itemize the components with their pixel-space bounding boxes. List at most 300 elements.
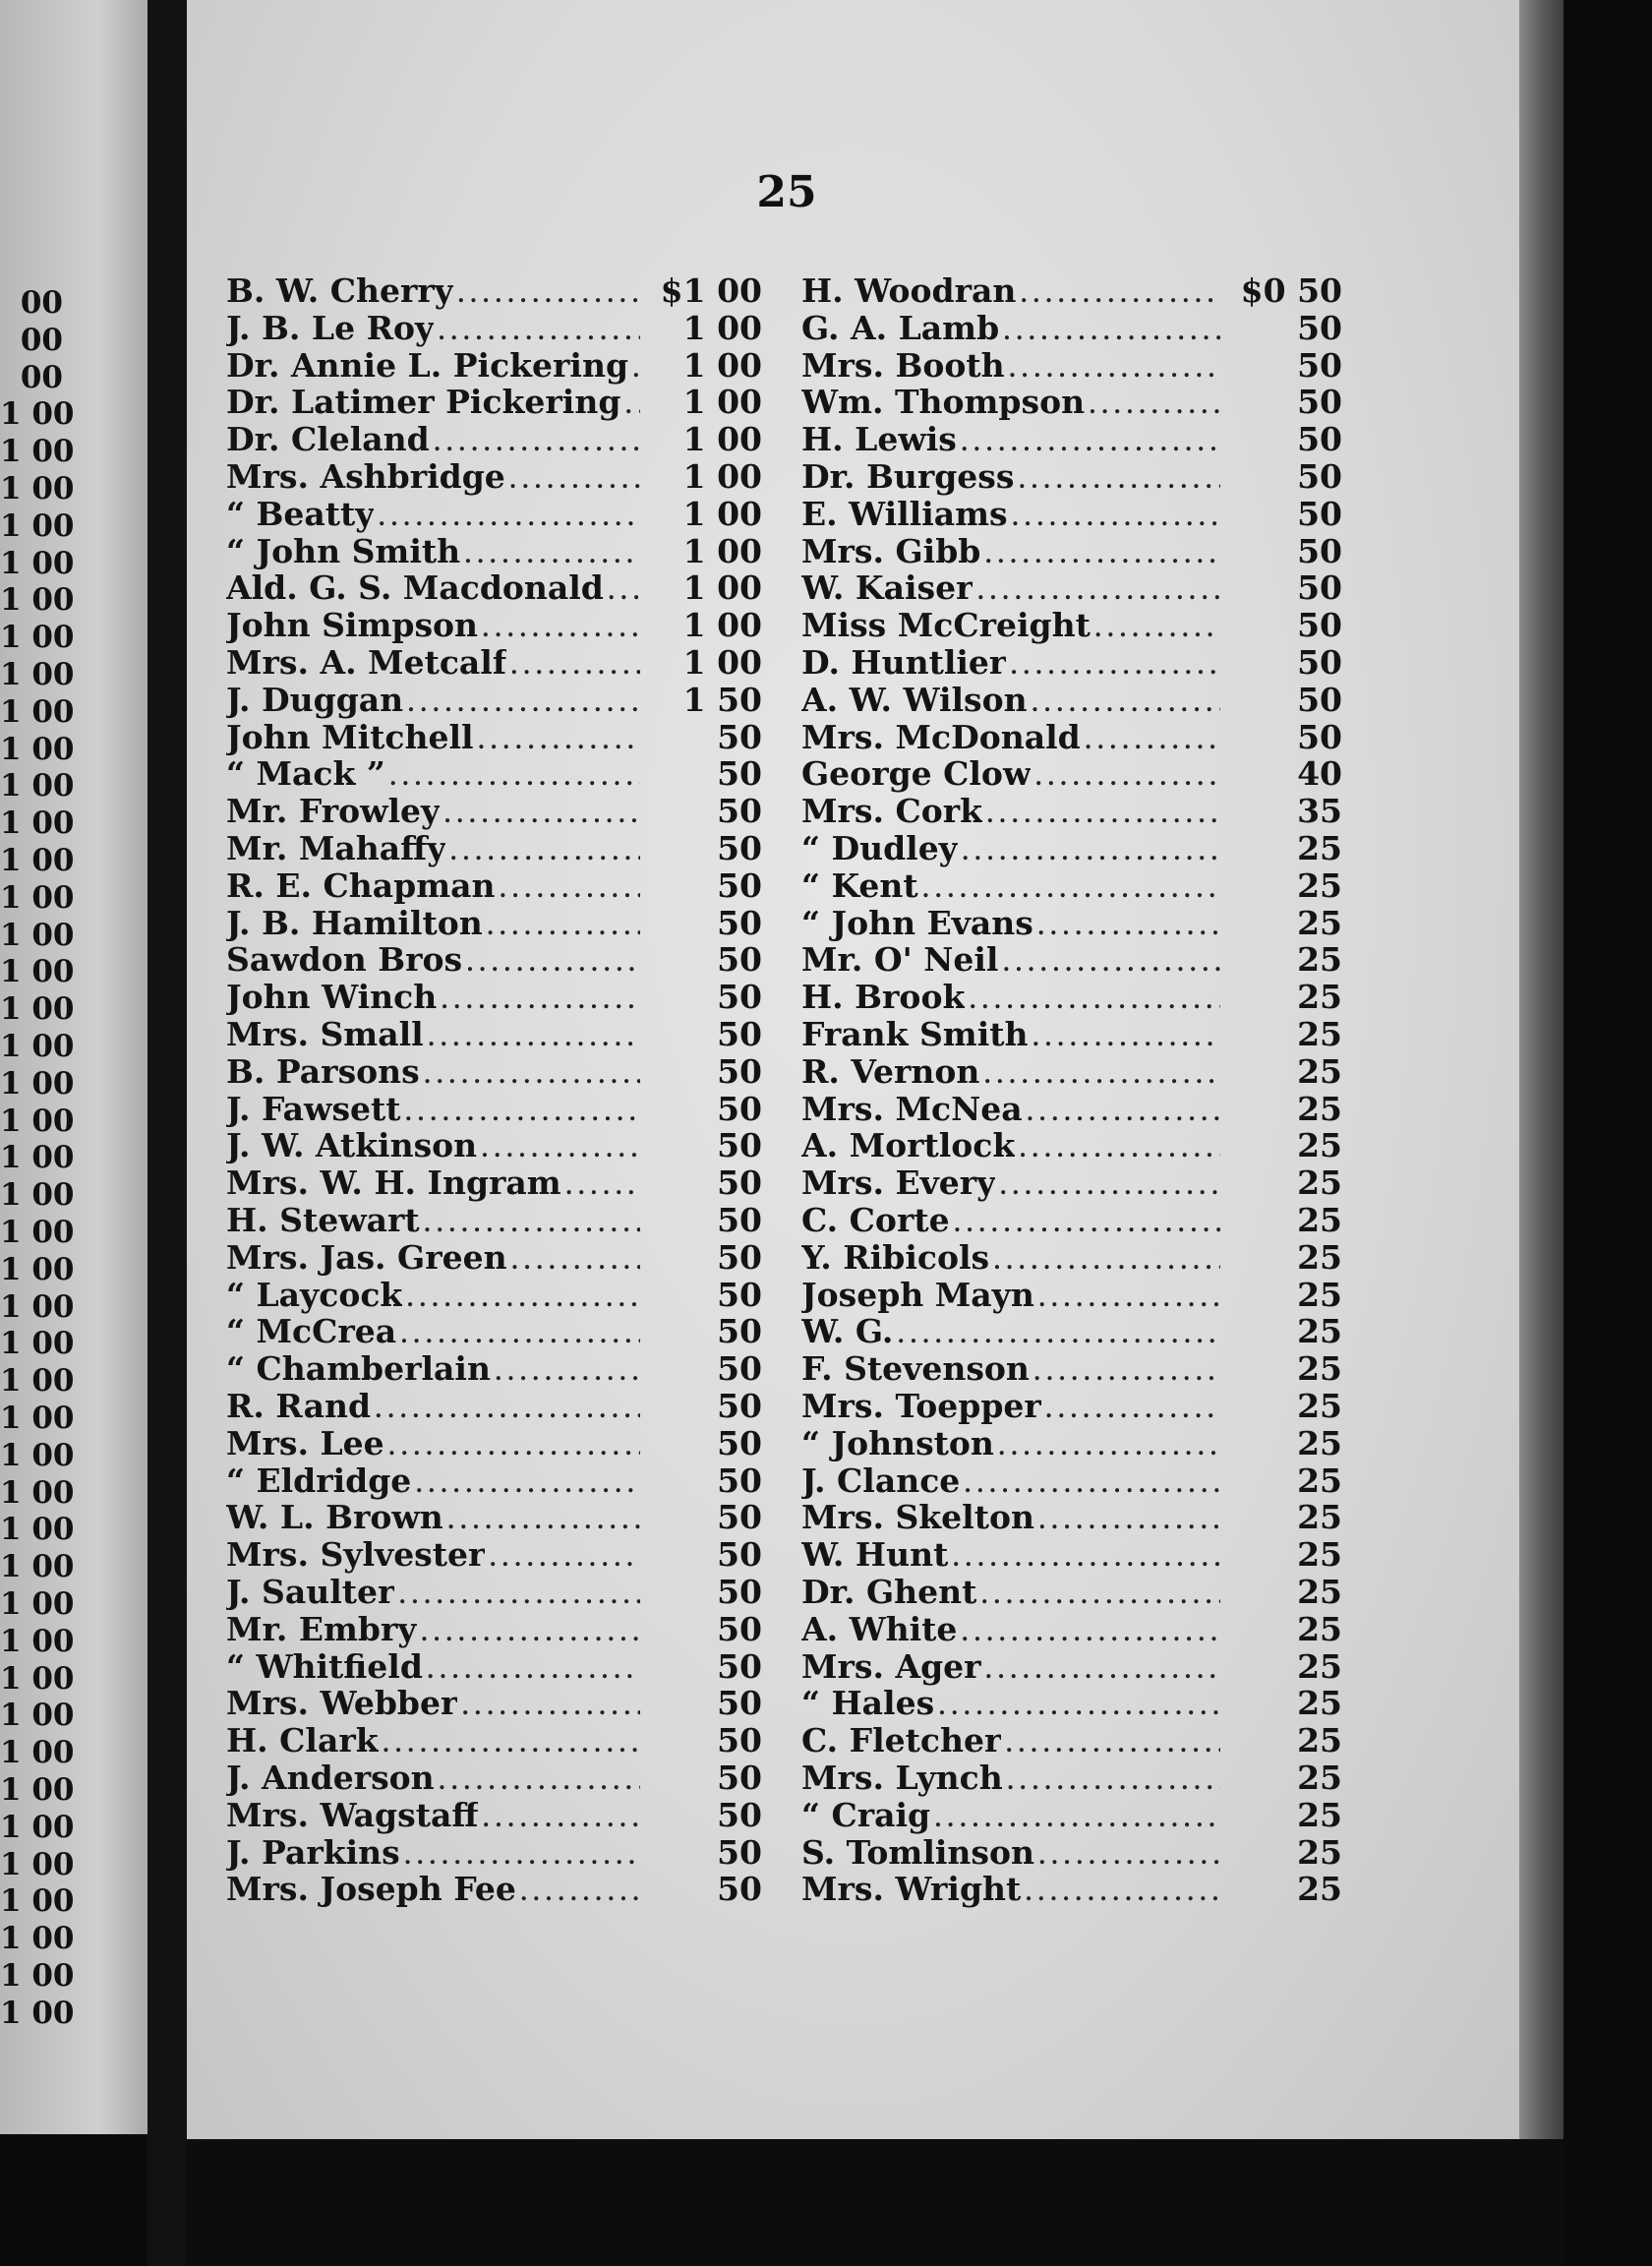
subscriber-row (226, 1052, 796, 1090)
subscription-amount: 50 (717, 1015, 762, 1053)
left-page-amount: 1 00 (0, 1437, 75, 1473)
subscriber-row (801, 457, 1529, 495)
left-page-amount: 1 00 (0, 1363, 75, 1400)
leader-dots (1009, 357, 1220, 383)
subscription-amount: 50 (717, 1498, 762, 1537)
subscription-amount: 25 (1297, 978, 1342, 1017)
leader-dots (388, 1435, 640, 1461)
subscriber-row (226, 1163, 796, 1201)
left-page-amount: 1 00 (0, 1586, 75, 1622)
leader-dots (632, 357, 640, 383)
subscription-amount: 1 00 (682, 308, 762, 347)
leader-dots (478, 729, 640, 754)
subscriber-row (226, 346, 796, 384)
subscriber-name: A. Mortlock (801, 1126, 1016, 1165)
subscriber-name: Mr. Embry (226, 1609, 417, 1648)
subscription-amount: 25 (1297, 1573, 1342, 1611)
subscription-amount: 50 (717, 754, 762, 794)
subscriber-row (226, 754, 796, 792)
subscriber-row (801, 271, 1529, 309)
left-page-amount: 1 00 (0, 1140, 75, 1176)
leader-dots (897, 1323, 1220, 1348)
left-page-amount: 1 00 (0, 1846, 75, 1882)
left-page-amount: 1 00 (0, 991, 75, 1028)
subscriber-row (801, 1498, 1529, 1535)
leader-dots (624, 393, 640, 419)
subscriber-name: E. Williams (801, 494, 1008, 533)
subscriber-name: Mrs. W. H. Ingram (226, 1163, 561, 1203)
leader-dots (481, 1137, 640, 1163)
subscriber-name: Miss McCreight (801, 606, 1091, 645)
subscriber-row (801, 309, 1529, 346)
subscription-amount: 50 (1297, 606, 1342, 645)
leader-dots (495, 1360, 640, 1386)
subscriber-row (226, 1015, 796, 1052)
leader-dots (383, 1732, 640, 1758)
subscriber-name: H. Brook (801, 978, 966, 1017)
subscriber-name: “ Beatty (226, 494, 375, 533)
leader-dots (1003, 320, 1220, 345)
subscription-amount: 50 (717, 1684, 762, 1723)
subscriber-row (801, 792, 1529, 829)
subscriber-row (801, 829, 1529, 866)
subscriber-row (801, 1276, 1529, 1313)
subscriber-name: Mrs. Wright (801, 1870, 1022, 1909)
leader-dots (954, 1212, 1220, 1237)
subscription-amount: 25 (1297, 1423, 1342, 1462)
leader-dots (922, 877, 1220, 903)
subscriber-name: “ John Smith (226, 531, 461, 570)
left-page-amount: 1 00 (0, 1623, 75, 1659)
subscription-amount: 50 (717, 1051, 762, 1091)
leader-dots (1038, 1509, 1220, 1534)
subscriber-row (801, 1015, 1529, 1052)
leader-dots (405, 1101, 640, 1126)
left-page-amount: 1 00 (0, 917, 75, 953)
leader-dots (424, 1212, 640, 1237)
subscriber-row (801, 1201, 1529, 1238)
subscriber-row (226, 271, 796, 309)
left-page-amount: 1 00 (0, 582, 75, 619)
subscription-amount: 25 (1297, 940, 1342, 980)
subscriber-row (801, 1387, 1529, 1424)
left-page-amount: 1 00 (0, 507, 75, 544)
subscriber-name: Mrs. Lynch (801, 1759, 1003, 1797)
subscriber-name: H. Clark (226, 1721, 379, 1760)
left-page-amount: 00 (20, 359, 63, 395)
subscriber-name: “ Mack ” (226, 754, 385, 794)
subscriber-row (226, 1870, 796, 1907)
subscriber-row (801, 1163, 1529, 1201)
subscriber-row (801, 1126, 1529, 1163)
subscription-amount: 25 (1297, 1535, 1342, 1575)
leader-dots (962, 840, 1220, 865)
leader-dots (976, 579, 1220, 605)
subscriber-row (226, 1721, 796, 1759)
subscriber-name: Dr. Latimer Pickering (226, 383, 621, 422)
leader-dots (986, 803, 1220, 828)
subscriber-row (226, 1573, 796, 1610)
subscriber-row (226, 457, 796, 495)
book-gutter (148, 0, 192, 2266)
subscription-amount: 50 (717, 865, 762, 905)
subscription-amount: 25 (1297, 1609, 1342, 1648)
subscriber-row (226, 940, 796, 978)
subscription-amount: 25 (1297, 1684, 1342, 1723)
subscriber-name: Mrs. Jas. Green (226, 1237, 507, 1277)
subscriber-row (226, 1312, 796, 1349)
left-page-amount: 1 00 (0, 805, 75, 842)
subscriber-name: R. E. Chapman (226, 865, 496, 905)
subscriber-row (801, 1684, 1529, 1721)
subscriber-row (801, 940, 1529, 978)
subscription-amount: 25 (1297, 829, 1342, 867)
leader-dots (489, 1546, 640, 1572)
subscriber-name: J. Parkins (226, 1832, 400, 1872)
subscription-amount: 50 (1297, 345, 1342, 385)
subscription-amount: 50 (1297, 643, 1342, 682)
leader-dots (934, 1807, 1220, 1832)
subscriber-row (801, 1610, 1529, 1647)
left-page-amount: 1 00 (0, 1735, 75, 1771)
left-page-amount: 1 00 (0, 1474, 75, 1511)
subscription-amount: 50 (717, 1832, 762, 1872)
leader-dots (1033, 1360, 1220, 1386)
subscription-amount: 25 (1297, 1163, 1342, 1203)
left-page-amount: 1 00 (0, 1809, 75, 1845)
subscriber-row (801, 1833, 1529, 1871)
leader-dots (443, 803, 640, 828)
subscriber-name: C. Fletcher (801, 1721, 1002, 1760)
subscriber-row (801, 1090, 1529, 1127)
subscription-amount: 50 (717, 1535, 762, 1575)
subscription-amount: 40 (1297, 754, 1342, 794)
left-page-amount: 1 00 (0, 1958, 75, 1994)
leader-dots (511, 1249, 640, 1275)
leader-dots (520, 1880, 640, 1906)
leader-dots (1037, 915, 1220, 940)
subscriber-name: J. Fawsett (226, 1089, 401, 1128)
leader-dots (969, 988, 1220, 1014)
left-page-amount: 1 00 (0, 471, 75, 507)
subscription-amount: 50 (717, 1275, 762, 1314)
subscriber-name: Mrs. Toepper (801, 1387, 1041, 1425)
subscription-amount: 50 (1297, 717, 1342, 756)
leader-dots (1032, 1026, 1220, 1051)
leader-dots (421, 1621, 640, 1646)
subscriber-row (801, 532, 1529, 569)
subscriber-name: B. Parsons (226, 1051, 420, 1091)
subscription-amount: 1 00 (682, 606, 762, 645)
subscription-amount: 50 (717, 1870, 762, 1909)
subscription-amount: 50 (1297, 680, 1342, 719)
subscriber-name: Mrs. Gibb (801, 531, 981, 570)
leader-dots (985, 1658, 1220, 1684)
subscription-amount: 1 00 (682, 457, 762, 496)
subscriber-name: “ Johnston (801, 1423, 994, 1462)
subscriber-row (801, 643, 1529, 681)
left-page-amount: 1 00 (0, 1065, 75, 1102)
subscriber-name: R. Rand (226, 1387, 372, 1425)
subscriber-name: J. B. Hamilton (226, 903, 483, 942)
subscription-amount: 50 (717, 1237, 762, 1277)
subscriber-name: John Mitchell (226, 717, 474, 756)
subscription-amount: 50 (717, 1349, 762, 1389)
subscription-amount: 50 (1297, 531, 1342, 570)
subscriber-name: S. Tomlinson (801, 1832, 1034, 1872)
subscription-amount: 50 (717, 903, 762, 942)
left-page-amount: 00 (20, 322, 63, 358)
subscription-amount: 25 (1297, 1870, 1342, 1909)
leader-dots (441, 988, 640, 1014)
subscriber-name: F. Stevenson (801, 1349, 1030, 1389)
leader-dots (1045, 1398, 1220, 1423)
subscription-amount: 25 (1297, 1461, 1342, 1500)
subscriber-name: “ McCrea (226, 1312, 397, 1351)
subscriber-row (226, 643, 796, 681)
left-page-amount: 1 00 (0, 657, 75, 692)
subscription-amount: 25 (1297, 1349, 1342, 1389)
subscription-amount: 50 (717, 1721, 762, 1760)
left-page-amount: 1 00 (0, 843, 75, 878)
subscriber-name: John Simpson (226, 606, 479, 645)
leader-dots (1038, 1844, 1220, 1870)
subscriber-name: Mrs. Ashbridge (226, 457, 505, 496)
subscription-amount: 1 00 (682, 494, 762, 533)
subscriber-name: Mrs. Small (226, 1015, 424, 1053)
subscriber-name: G. A. Lamb (801, 308, 1000, 347)
subscriber-row (226, 383, 796, 420)
subscriber-name: Dr. Cleland (226, 420, 430, 459)
subscriber-name: Mrs. A. Metcalf (226, 643, 507, 682)
left-page-amount: 1 00 (0, 1512, 75, 1548)
subscriber-name: J. B. Le Roy (226, 308, 435, 347)
subscription-amount: 25 (1297, 1646, 1342, 1686)
subscriber-name: “ Eldridge (226, 1461, 412, 1500)
leader-dots (1089, 393, 1220, 419)
subscriber-name: Y. Ribicols (801, 1237, 990, 1277)
subscription-amount: 50 (717, 940, 762, 980)
subscriber-row (226, 1201, 796, 1238)
subscriber-row (801, 681, 1529, 718)
subscriber-name: Mrs. Ager (801, 1646, 981, 1686)
leader-dots (961, 431, 1220, 456)
leader-dots (1085, 729, 1220, 754)
subscription-amount: 50 (1297, 308, 1342, 347)
book-bottom-edge (187, 2139, 1564, 2266)
leader-dots (407, 691, 640, 717)
leader-dots (415, 1472, 640, 1498)
subscriber-row (801, 904, 1529, 941)
leader-dots (466, 951, 640, 977)
subscriber-name: J. Duggan (226, 680, 404, 719)
subscriber-row (226, 309, 796, 346)
subscription-amount: 50 (717, 1795, 762, 1834)
subscriber-name: Frank Smith (801, 1015, 1029, 1053)
subscriber-name: B. W. Cherry (226, 271, 453, 310)
right-page (187, 0, 1519, 2147)
subscription-amount: 50 (717, 1461, 762, 1500)
subscription-amount: 50 (717, 1646, 762, 1686)
leader-dots (1007, 1769, 1220, 1795)
subscriber-row (226, 1424, 796, 1461)
leader-dots (482, 617, 640, 642)
subscriber-name: H. Stewart (226, 1201, 420, 1239)
subscriber-row (801, 1238, 1529, 1276)
subscriber-row (226, 866, 796, 904)
subscription-amount: 1 00 (682, 345, 762, 385)
left-page-amount: 1 00 (0, 1326, 75, 1362)
left-page-amount: 1 00 (0, 1029, 75, 1064)
leader-dots (406, 1286, 640, 1312)
subscription-amount: 50 (717, 1573, 762, 1611)
leader-dots (608, 579, 640, 605)
subscription-amount: 1 00 (682, 643, 762, 682)
subscriber-name: Dr. Burgess (801, 457, 1015, 496)
subscription-amount: 1 00 (682, 420, 762, 459)
leader-dots (1025, 1880, 1220, 1906)
subscription-amount: 50 (717, 1609, 762, 1648)
subscriber-name: Mrs. McDonald (801, 717, 1081, 756)
subscriber-name: A. White (801, 1609, 958, 1648)
subscription-amount: 50 (717, 1423, 762, 1462)
left-page-amount: 1 00 (0, 1995, 75, 2031)
subscriber-name: C. Corte (801, 1201, 950, 1239)
subscriber-name: George Clow (801, 754, 1032, 794)
leader-dots (464, 543, 640, 568)
subscriber-row (801, 978, 1529, 1015)
subscription-amount: 25 (1297, 1759, 1342, 1797)
left-page-amount: 1 00 (0, 1288, 75, 1325)
subscription-amount: 25 (1297, 903, 1342, 942)
subscriber-name: Mrs. Booth (801, 345, 1005, 385)
left-page-amount: 1 00 (0, 1177, 75, 1214)
subscriber-name: “ Kent (801, 865, 918, 905)
leader-dots (1019, 1137, 1220, 1163)
subscriber-name: John Winch (226, 978, 438, 1017)
subscriber-row (226, 1647, 796, 1685)
subscriber-row (801, 1796, 1529, 1833)
subscription-amount: 50 (1297, 494, 1342, 533)
subscriber-row (801, 1461, 1529, 1499)
leader-dots (1010, 654, 1220, 680)
leader-dots (964, 1472, 1220, 1498)
leader-dots (487, 915, 640, 940)
subscriber-name: J. Saulter (226, 1573, 395, 1611)
subscriber-name: Sawdon Bros (226, 940, 463, 980)
subscription-amount: 25 (1297, 1832, 1342, 1872)
subscription-amount: 50 (717, 1201, 762, 1239)
leader-dots (961, 1621, 1220, 1646)
subscription-amount: 50 (1297, 457, 1342, 496)
leader-dots (389, 765, 640, 791)
subscriber-row (801, 346, 1529, 384)
left-page-amount: 1 00 (0, 545, 75, 581)
leader-dots (500, 877, 640, 903)
subscriber-row (226, 1610, 796, 1647)
subscriber-row (226, 1126, 796, 1163)
subscription-amount: 50 (717, 829, 762, 867)
subscription-amount: 25 (1297, 1387, 1342, 1425)
left-page-amount: 1 00 (0, 1401, 75, 1436)
subscriber-name: “ Dudley (801, 829, 958, 867)
subscriber-name: Mrs. Every (801, 1163, 996, 1203)
subscription-amount: 50 (717, 1163, 762, 1203)
subscriber-row (801, 754, 1529, 792)
subscriber-name: Mrs. McNea (801, 1089, 1023, 1128)
subscriber-name: Dr. Annie L. Pickering (226, 345, 629, 385)
left-page-amount: 1 00 (0, 1883, 75, 1920)
leader-dots (378, 506, 640, 531)
subscriber-row (226, 1833, 796, 1871)
subscriber-row (801, 1647, 1529, 1685)
subscriber-name: A. W. Wilson (801, 680, 1028, 719)
subscriber-name: Ald. G. S. Macdonald (226, 568, 604, 608)
leader-dots (427, 1658, 640, 1684)
subscriber-row (801, 606, 1529, 643)
subscription-amount: 25 (1297, 1051, 1342, 1091)
leader-dots (447, 1509, 640, 1534)
subscription-amount: 25 (1297, 1498, 1342, 1537)
subscriber-row (801, 568, 1529, 606)
left-page-amount: 1 00 (0, 1921, 75, 1957)
leader-dots (434, 431, 640, 456)
subscriber-name: Mrs. Sylvester (226, 1535, 486, 1575)
subscription-amount: 25 (1297, 1237, 1342, 1277)
left-page-amount: 1 00 (0, 396, 75, 433)
left-page-amount: 1 00 (0, 620, 75, 656)
leader-dots (980, 1583, 1220, 1609)
subscriber-row (801, 1870, 1529, 1907)
subscription-amount: 1 00 (682, 568, 762, 608)
subscription-amount: 50 (717, 1126, 762, 1165)
subscriber-row (226, 829, 796, 866)
subscription-amount: 50 (717, 792, 762, 831)
leader-dots (1032, 691, 1220, 717)
subscriber-row (801, 383, 1529, 420)
subscriber-row (226, 1498, 796, 1535)
subscription-amount: 25 (1297, 1275, 1342, 1314)
leader-dots (375, 1398, 640, 1423)
subscription-amount: 50 (717, 978, 762, 1017)
subscriber-row (801, 420, 1529, 457)
subscriber-name: Mr. O' Neil (801, 940, 999, 980)
left-page-amount: 00 (20, 285, 63, 321)
subscriber-name: “ Hales (801, 1684, 935, 1723)
subscriber-name: Mrs. Webber (226, 1684, 458, 1723)
subscriber-row (226, 1684, 796, 1721)
leader-dots (482, 1807, 640, 1832)
subscriber-name: “ Whitfield (226, 1646, 423, 1686)
leader-dots (449, 840, 640, 865)
subscriber-row (226, 606, 796, 643)
subscriber-name: Mrs. Cork (801, 792, 982, 831)
subscriber-name: Joseph Mayn (801, 1275, 1034, 1314)
left-page-amount: 1 00 (0, 1660, 75, 1697)
left-page-amount: 1 00 (0, 879, 75, 916)
leader-dots (993, 1249, 1220, 1275)
subscriber-row (226, 1535, 796, 1573)
subscriber-name: W. Kaiser (801, 568, 974, 608)
subscriber-row (226, 532, 796, 569)
leader-dots (428, 1026, 640, 1051)
subscription-amount: 50 (717, 1312, 762, 1351)
subscriber-row (226, 1090, 796, 1127)
subscriber-name: W. Hunt (801, 1535, 949, 1575)
leader-dots (565, 1174, 640, 1200)
subscriber-name: Mrs. Joseph Fee (226, 1870, 516, 1909)
subscriber-name: Mrs. Lee (226, 1423, 384, 1462)
